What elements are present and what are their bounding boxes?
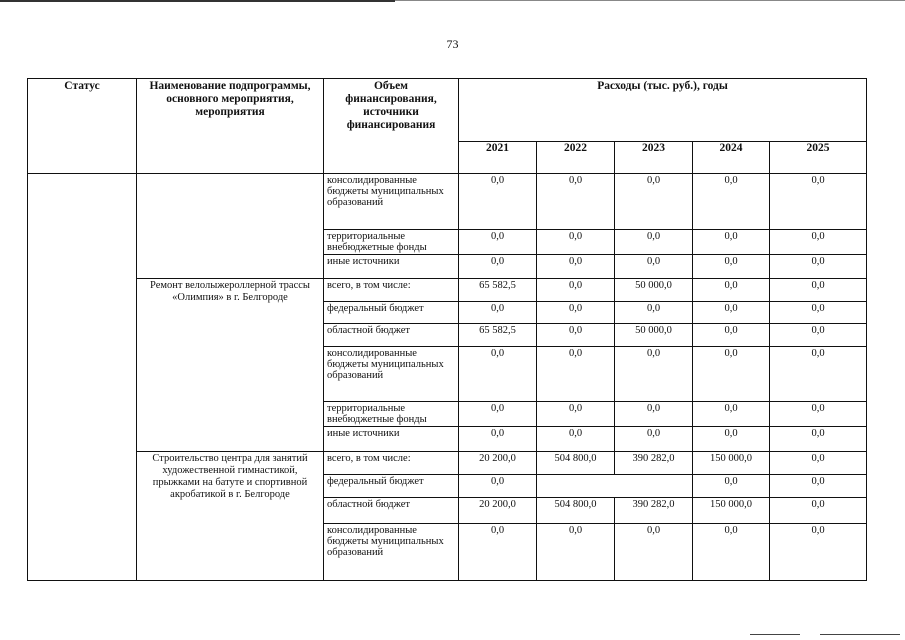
source-cell: иные источники xyxy=(324,255,459,279)
year-header: 2023 xyxy=(615,142,693,174)
source-cell: иные источники xyxy=(324,427,459,452)
value-cell: 65 582,5 xyxy=(459,279,537,302)
value-cell: 0,0 xyxy=(459,475,537,498)
value-cell: 150 000,0 xyxy=(693,452,770,475)
value-cell: 50 000,0 xyxy=(615,324,693,347)
value-cell: 0,0 xyxy=(693,347,770,402)
value-cell: 0,0 xyxy=(537,402,615,427)
value-cell: 20 200,0 xyxy=(459,498,537,524)
year-header: 2022 xyxy=(537,142,615,174)
value-cell: 0,0 xyxy=(693,402,770,427)
value-cell: 0,0 xyxy=(615,524,693,581)
value-cell: 0,0 xyxy=(615,347,693,402)
header-volume: Объем финансирования, источники финансирования xyxy=(324,79,459,174)
header-row xyxy=(28,79,867,142)
year-header: 2024 xyxy=(693,142,770,174)
value-cell: 0,0 xyxy=(693,302,770,324)
value-cell: 0,0 xyxy=(693,475,770,498)
source-cell: всего, в том числе: xyxy=(324,452,459,475)
scan-top-edge xyxy=(0,0,395,2)
source-cell: консолидированные бюджеты муниципальных образований xyxy=(324,347,459,402)
value-cell: 504 800,0 xyxy=(537,498,615,524)
value-cell: 0,0 xyxy=(770,230,867,255)
value-cell: 0,0 xyxy=(693,324,770,347)
value-cell: 0,0 xyxy=(459,302,537,324)
value-cell: 0,0 xyxy=(770,347,867,402)
source-cell: федеральный бюджет xyxy=(324,302,459,324)
value-cell: 0,0 xyxy=(615,230,693,255)
value-cell: 0,0 xyxy=(770,475,867,498)
value-cell: 0,0 xyxy=(770,324,867,347)
source-cell: областной бюджет xyxy=(324,498,459,524)
value-cell: 0,0 xyxy=(615,255,693,279)
scan-top-edge-faint xyxy=(395,0,905,1)
value-cell: 0,0 xyxy=(537,230,615,255)
source-cell: консолидированные бюджеты муниципальных образований xyxy=(324,524,459,581)
table-row xyxy=(28,279,867,302)
value-cell: 0,0 xyxy=(615,302,693,324)
source-cell: консолидированные бюджеты муниципальных образований xyxy=(324,174,459,230)
value-cell: 0,0 xyxy=(770,174,867,230)
value-cell: 0,0 xyxy=(693,255,770,279)
value-cell: 0,0 xyxy=(537,302,615,324)
event-name: Строительство центра для занятий художественной гимнастикой, прыжками на батуте и спортивной акробатикой в г. Белгороде xyxy=(137,452,324,581)
value-cell: 0,0 xyxy=(693,174,770,230)
value-cell: 0,0 xyxy=(537,255,615,279)
value-cell: 50 000,0 xyxy=(615,279,693,302)
scan-bottom-mark xyxy=(750,634,800,635)
value-cell: 0,0 xyxy=(459,174,537,230)
value-cell: 390 282,0 xyxy=(615,498,693,524)
value-cell: 0,0 xyxy=(615,174,693,230)
year-header: 2025 xyxy=(770,142,867,174)
value-cell: 0,0 xyxy=(537,324,615,347)
value-cell: 0,0 xyxy=(537,174,615,230)
value-cell: 0,0 xyxy=(459,427,537,452)
value-cell: 0,0 xyxy=(693,230,770,255)
table-row xyxy=(28,174,867,230)
value-cell: 0,0 xyxy=(770,279,867,302)
budget-table-body xyxy=(28,174,867,581)
source-cell: областной бюджет xyxy=(324,324,459,347)
budget-table xyxy=(27,78,867,581)
source-cell: всего, в том числе: xyxy=(324,279,459,302)
table-row xyxy=(28,452,867,475)
value-cell: 0,0 xyxy=(459,524,537,581)
source-cell: территориальные внебюджетные фонды xyxy=(324,402,459,427)
source-cell: территориальные внебюджетные фонды xyxy=(324,230,459,255)
header-name: Наименование подпрограммы, основного мероприятия, мероприятия xyxy=(137,79,324,174)
value-cell: 0,0 xyxy=(537,279,615,302)
source-cell: федеральный бюджет xyxy=(324,475,459,498)
event-name: Ремонт велолыжероллерной трассы «Олимпия» в г. Белгороде xyxy=(137,279,324,452)
scan-bottom-mark xyxy=(820,634,900,635)
value-cell: 504 800,0 xyxy=(537,452,615,475)
header-status: Статус xyxy=(28,79,137,174)
value-cell: 0,0 xyxy=(615,402,693,427)
value-cell: 0,0 xyxy=(770,498,867,524)
year-header: 2021 xyxy=(459,142,537,174)
page-number: 73 xyxy=(446,37,459,51)
value-cell: 20 200,0 xyxy=(459,452,537,475)
value-cell: 0,0 xyxy=(693,524,770,581)
value-cell: 150 000,0 xyxy=(693,498,770,524)
value-cell: 0,0 xyxy=(770,427,867,452)
event-name xyxy=(137,174,324,279)
value-cell: 0,0 xyxy=(770,402,867,427)
value-cell: 0,0 xyxy=(693,279,770,302)
value-cell: 0,0 xyxy=(459,347,537,402)
value-cell: 0,0 xyxy=(459,402,537,427)
status-cell xyxy=(28,174,137,581)
value-cell xyxy=(537,475,693,498)
value-cell: 0,0 xyxy=(770,452,867,475)
value-cell: 0,0 xyxy=(615,427,693,452)
value-cell: 0,0 xyxy=(537,347,615,402)
value-cell: 0,0 xyxy=(459,230,537,255)
value-cell: 0,0 xyxy=(537,427,615,452)
value-cell: 0,0 xyxy=(459,255,537,279)
value-cell: 0,0 xyxy=(770,524,867,581)
value-cell: 0,0 xyxy=(693,427,770,452)
value-cell: 0,0 xyxy=(770,302,867,324)
value-cell: 0,0 xyxy=(770,255,867,279)
header-expenses: Расходы (тыс. руб.), годы xyxy=(459,79,867,142)
value-cell: 0,0 xyxy=(537,524,615,581)
value-cell: 65 582,5 xyxy=(459,324,537,347)
value-cell: 390 282,0 xyxy=(615,452,693,475)
